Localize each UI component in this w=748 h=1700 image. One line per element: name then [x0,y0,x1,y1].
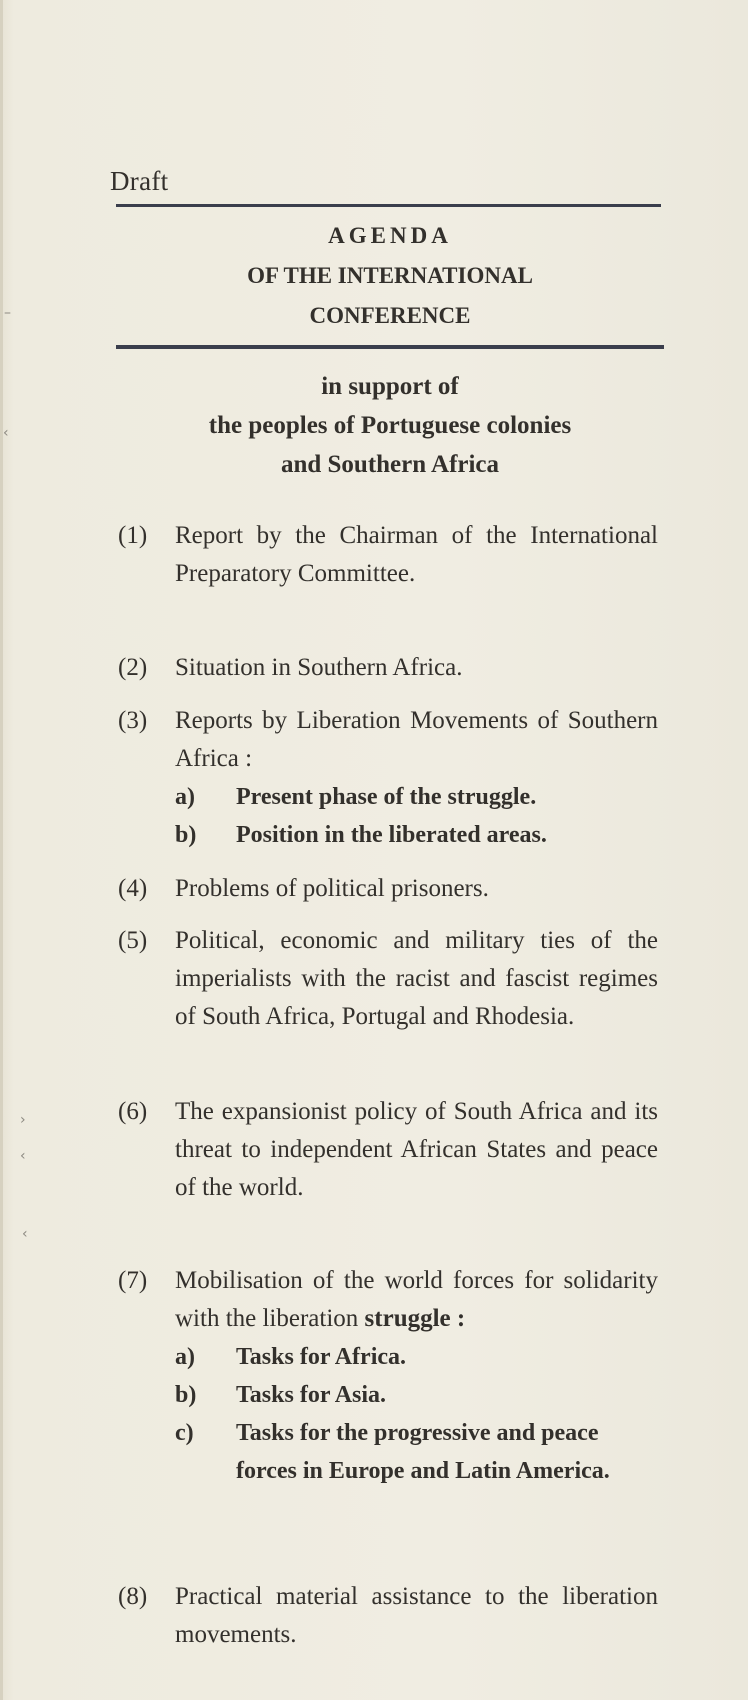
agenda-item-number: (1) [118,522,148,549]
agenda-item-text: Reports by Liberation Movements of Southern Africa : [175,707,658,772]
agenda-item [118,1093,658,1207]
agenda-title [116,216,664,336]
agenda-item [118,702,658,854]
agenda-item-text: Situation in Southern Africa. [175,654,463,681]
agenda-item-text: Practical material assistance to the liberation movements. [175,1583,658,1648]
agenda-item [118,649,658,687]
agenda-subitem [175,1414,658,1490]
agenda-item-text: Problems of political prisoners. [175,875,489,902]
title-line-1: AGENDA [328,223,452,248]
subitem-text: Tasks for Africa. [236,1344,407,1370]
subitem-text: Present phase of the struggle. [236,784,537,810]
agenda-item [118,870,658,908]
subitem-text: Tasks for the progressive and peace forces in Europe and Latin America. [236,1420,610,1484]
agenda-item [118,1262,658,1490]
agenda-subitem [175,1376,658,1414]
draft-label: Draft [110,166,169,196]
agenda-item-number: (2) [118,654,148,681]
top-rule [116,204,661,207]
conference-subtitle [100,367,680,484]
agenda-item-text: Political, economic and military ties of the imperialists with the racist and fascist regimes of South Africa, Portugal and Rhodesia. [175,927,658,1030]
agenda-item-text-bold: struggle : [364,1305,466,1332]
subitem-letter: b) [175,822,197,848]
agenda-subitem [175,816,658,854]
agenda-item [118,922,658,1036]
subitem-text: Tasks for Asia. [236,1382,387,1408]
subitem-letter: c) [175,1420,194,1446]
agenda-item-number: (3) [118,707,148,734]
margin-mark: ‹ [3,425,9,441]
agenda-subitem [175,1338,658,1376]
margin-mark: – [4,305,11,321]
margin-mark: › [20,1112,26,1128]
agenda-item [118,1578,658,1654]
subitem-letter: b) [175,1382,197,1408]
agenda-item-number: (8) [118,1583,148,1610]
margin-mark: ‹ [22,1226,28,1242]
subtitle-line-2: the peoples of Portuguese colonies [208,412,572,439]
subitem-letter: a) [175,784,195,810]
agenda-item-number: (6) [118,1098,148,1125]
subtitle-line-3: and Southern Africa [280,451,500,478]
subitem-letter: a) [175,1344,195,1370]
agenda-item [118,517,658,593]
agenda-item-text: Mobilisation of the world forces for solidarity with the liberation [175,1267,658,1332]
title-line-3: CONFERENCE [309,303,471,328]
margin-mark: ‹ [20,1148,26,1164]
subitem-text: Position in the liberated areas. [236,822,547,848]
agenda-item-number: (7) [118,1267,148,1294]
agenda-item-text: Report by the Chairman of the International Preparatory Committee. [175,522,658,587]
bottom-rule [116,345,664,349]
agenda-item-number: (4) [118,875,148,902]
title-line-2: OF THE INTERNATIONAL [247,263,533,288]
agenda-item-number: (5) [118,927,148,954]
agenda-item-text: The expansionist policy of South Africa and its threat to independent African States and peace of the world. [175,1098,658,1201]
agenda-subitem [175,778,658,816]
subtitle-line-1: in support of [321,373,459,400]
page-edge [0,0,3,1700]
